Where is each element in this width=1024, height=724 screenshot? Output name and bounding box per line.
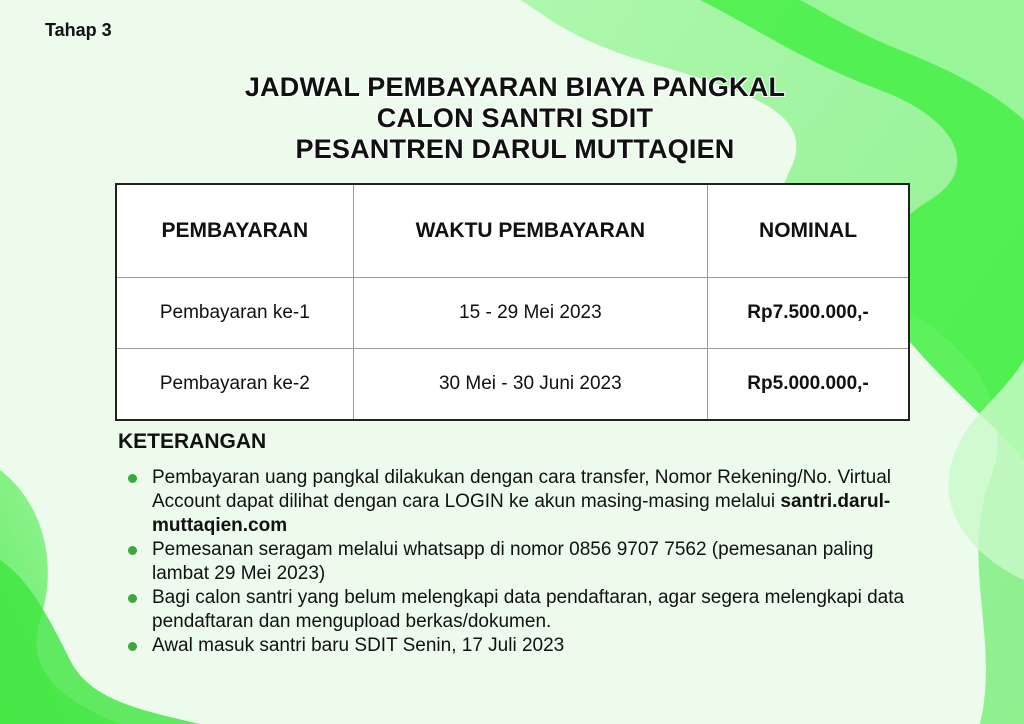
bullet-icon xyxy=(128,594,137,603)
table-row xyxy=(116,278,909,349)
payment-nominal-cell: Rp5.000.000,- xyxy=(708,349,909,421)
note-text: Pembayaran uang pangkal dilakukan dengan cara transfer, Nomor Rekening/No. Virtual Account dapat dilihat dengan cara LOGIN ke akun masing-masing melalui xyxy=(152,467,891,512)
note-text: Bagi calon santri yang belum melengkapi data pendaftaran, agar segera melengkapi data pendaftaran dan mengupload berkas/dokumen. xyxy=(152,587,905,632)
table-header-row xyxy=(116,184,909,278)
payment-time-cell: 15 - 29 Mei 2023 xyxy=(353,278,707,349)
title-line-1: JADWAL PEMBAYARAN BIAYA PANGKAL xyxy=(244,72,786,102)
website-link-text: santri.darul-muttaqien.com xyxy=(152,491,891,536)
note-text: Pemesanan seragam melalui whatsapp di nomor 0856 9707 7562 (pemesanan paling lambat 29 Mei 2023) xyxy=(152,539,874,584)
header-payment-time: WAKTU PEMBAYARAN xyxy=(353,184,707,278)
list-item xyxy=(128,466,928,538)
list-item xyxy=(128,634,928,658)
header-nominal: NOMINAL xyxy=(708,184,909,278)
bullet-icon xyxy=(128,474,137,483)
payment-name-cell: Pembayaran ke-1 xyxy=(116,278,353,349)
note-text: Awal masuk santri baru SDIT Senin, 17 Juli 2023 xyxy=(152,635,565,656)
stage-label: Tahap 3 xyxy=(45,20,112,40)
payment-name-cell: Pembayaran ke-2 xyxy=(116,349,353,421)
list-item xyxy=(128,586,928,634)
page-title xyxy=(120,72,910,165)
payment-time-cell: 30 Mei - 30 Juni 2023 xyxy=(353,349,707,421)
bullet-icon xyxy=(128,546,137,555)
notes-list xyxy=(128,466,928,658)
table-row xyxy=(116,349,909,421)
list-item xyxy=(128,538,928,586)
payment-nominal-cell: Rp7.500.000,- xyxy=(708,278,909,349)
title-line-3: PESANTREN DARUL MUTTAQIEN xyxy=(295,134,735,164)
header-payment: PEMBAYARAN xyxy=(116,184,353,278)
notes-heading: KETERANGAN xyxy=(118,430,267,453)
title-line-2: CALON SANTRI SDIT xyxy=(376,103,654,133)
payment-schedule-table xyxy=(115,183,910,421)
bullet-icon xyxy=(128,642,137,651)
